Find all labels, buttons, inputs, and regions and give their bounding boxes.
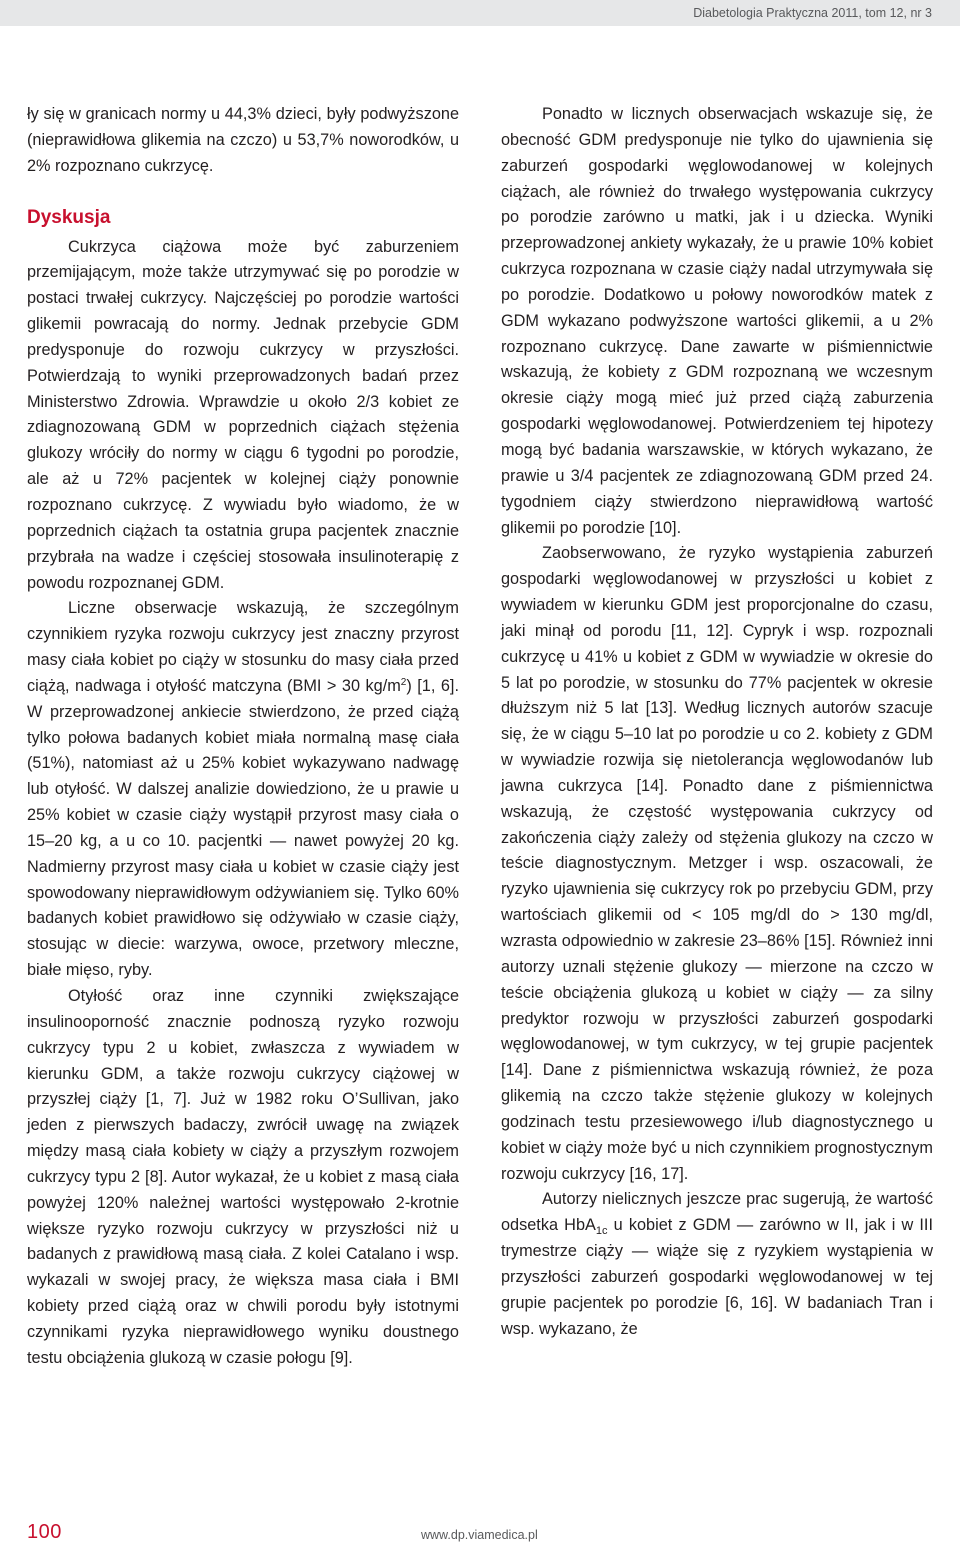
paragraph — [501, 1187, 933, 1342]
page-number: 100 — [27, 1521, 62, 1543]
running-header — [0, 0, 960, 26]
superscript: 2 — [400, 676, 407, 688]
paragraph: Otyłość oraz inne czynniki zwiększające insulinooporność znacznie podnoszą ryzyko rozwoju cukrzycy typu 2 u kobiet, zwłaszcza z wywiadem w kierunku GDM, a także rozwoju cukrzycy ciążowej w przyszłej ciąży [1, 7]. Już w 1982 roku O’Sullivan, jako jeden z pierwszych badaczy, zwrócił uwagę na związek między masą ciała kobiety w ciąży a przyszłym rozwojem cukrzycy typu 2 [8]. Autor wykazał, że u kobiet z masą ciała powyżej 120% należnej wartości występowało 2-krotnie większe ryzyko rozwoju cukrzycy w przyszłości niż u badanych z prawidłową masą ciała. Z kolei Catalano i wsp. wykazali w swojej pracy, że większa masa ciała i BMI kobiety przed ciążą oraz w chwili porodu były istotnymi czynnikami ryzyka nieprawidłowego wyniku doustnego testu obciążenia glukozą w czasie połogu [9]. — [27, 987, 459, 1367]
paragraph-intro: ły się w granicach normy u 44,3% dzieci, były podwyższone (nieprawidłowa glikemia na czczo) u 53,7% noworodków, u 2% rozpoznano cukrzycę. — [27, 105, 459, 175]
text-run: Liczne obserwacje wskazują, że szczególnym czynnikiem ryzyka rozwoju cukrzycy jest znaczny przyrost masy ciała kobiet po ciąży w stosunku do masy ciała przed ciążą, nadwaga i otyłość matczyna (BMI > 30 kg/m — [27, 599, 459, 695]
paragraph: Ponadto w licznych obserwacjach wskazuje się, że obecność GDM predysponuje nie tylko do ujawnienia się zaburzeń gospodarki węglowodanowej w kolejnych ciążach, ale również do trwałego występowania cukrzycy po porodzie zarówno u matki, jak i u dziecka. Wyniki przeprowadzonej ankiety wykazały, że u prawie 10% kobiet cukrzyca rozpoznana w czasie ciąży nadal utrzymywała się po porodzie. Dodatkowo u połowy noworodków matek z GDM wykazano podwyższone wartości glikemii, a u 2% rozpoznano cukrzycę. Dane zawarte w piśmiennictwie wskazują, że kobiety z GDM rozpoznaną we wczesnym okresie ciąży mogą mieć już przed ciążą zaburzenia gospodarki węglowodanowej. Potwierdzeniem tej hipotezy mogą być badania warszawskie, w których wykazano, że prawie u 3/4 pacjentek ze zdiagnozowaną GDM przed 24. tygodniem ciąży stwierdzono nieprawidłową wartość glikemii po porodzie [10]. — [501, 105, 933, 537]
paragraph: Zaobserwowano, że ryzyko wystąpienia zaburzeń gospodarki węglowodanowej w przyszłości u kobiet z wywiadem w kierunku GDM jest proporcjonalne do czasu, jaki minął od porodu [11, 12]. Cypryk i wsp. rozpoznali cukrzycę u 41% u kobiet z GDM w wywiadzie w okresie do 5 lat po porodzie, w stosunku do 77% pacjentek w okresie dłuższym niż 5 lat [13]. Według licznych autorów szacuje się, że w ciągu 5–10 lat po porodzie u co 2. kobiety z GDM w wywiadzie rozwija się nietolerancja węglowodanów lub jawna cukrzyca [14]. Ponadto dane z piśmiennictwa wskazują, że częstość występowania cukrzycy od zakończenia ciąży zależy od stężenia glukozy na czczo w teście diagnostycznym. Metzger i wsp. oszacowali, że ryzyko ujawnienia się cukrzycy rok po przebyciu GDM, przy wartościach glikemii od < 105 mg/dl do > 130 mg/dl, wzrasta odpowiednio w zakresie 23–86% [15]. Również inni autorzy uznali stężenie glukozy — mierzone na czczo w teście obciążenia glukozą u kobiet w ciąży — za silny predyktor rozwoju w przyszłości zaburzeń gospodarki węglowodanowej, w tym cukrzycy, w tej grupie pacjentek [14]. Dane z piśmiennictwa wskazują również, że poza glikemią na czczo także stężenie glukozy w kolejnych godzinach testu przesiewowego i/lub diagnostycznego u kobiet w ciąży może być u nich czynnikiem prognostycznym rozwoju cukrzycy [16, 17]. — [501, 544, 933, 1183]
left-column — [27, 102, 459, 1372]
footer-url: www.dp.viamedica.pl — [421, 1528, 538, 1542]
text-run: u kobiet z GDM — zarówno w II, jak i w III trymestrze ciąży — wiąże się z ryzykiem wystąpienia w przyszłości zaburzeń gospodarki węglowodanowej w tej grupie pacjentek po porodzie [6, 16]. W badaniach Tran i wsp. wykazano, że — [501, 1216, 933, 1338]
journal-title: Diabetologia Praktyczna 2011, tom 12, nr 3 — [693, 6, 932, 20]
right-column — [501, 102, 933, 1343]
paragraph — [27, 596, 459, 984]
paragraph: Cukrzyca ciążowa może być zaburzeniem przemijającym, może także utrzymywać się po porodzie w postaci trwałej cukrzycy. Najczęściej po porodzie wartości glikemii powracają do normy. Jednak przebycie GDM predysponuje do rozwoju cukrzycy w przyszłości. Potwierdzają to wyniki przeprowadzonych badań przez Ministerstwo Zdrowia. Wprawdzie u około 2/3 kobiet ze zdiagnozowaną GDM w poprzednich ciążach stężenia glukozy wróciły do normy w ciągu 6 tygodni po porodzie, ale aż u 72% pacjentek w kolejnej ciąży ponownie rozpoznano cukrzycę. Z wywiadu było wiadomo, że w poprzednich ciążach ta ostatnia grupa pacjentek znacznie przybrała na wadze i częściej stosowała insulinoterapię z powodu rozpoznanej GDM. — [27, 237, 459, 592]
subscript: 1c — [595, 1225, 608, 1238]
text-run: Autorzy nielicznych jeszcze prac sugerują, że wartość odsetka HbA — [501, 1190, 933, 1235]
text-run: ) [1, 6]. W przeprowadzonej ankiecie stwierdzono, że przed ciążą tylko połowa badanych kobiet miała normalną masę ciała (51%), natomiast aż u 25% kobiet wykazywano nadwagę lub otyłość. W dalszej analizie dowiedziono, że u prawie u 25% kobiet w czasie ciąży wystąpił przyrost masy ciała o 15–20 kg, a u co 10. pacjentki — nawet powyżej 20 kg. Nadmierny przyrost masy ciała u kobiet w czasie ciąży jest spowodowany nieprawidłowym odżywianiem się. Tylko 60% badanych kobiet prawidłowo się odżywiało w czasie ciąży, stosując w diecie: warzywa, owoce, przetwory mleczne, białe mięso, ryby. — [27, 676, 459, 980]
section-heading: Dyskusja — [27, 206, 111, 228]
